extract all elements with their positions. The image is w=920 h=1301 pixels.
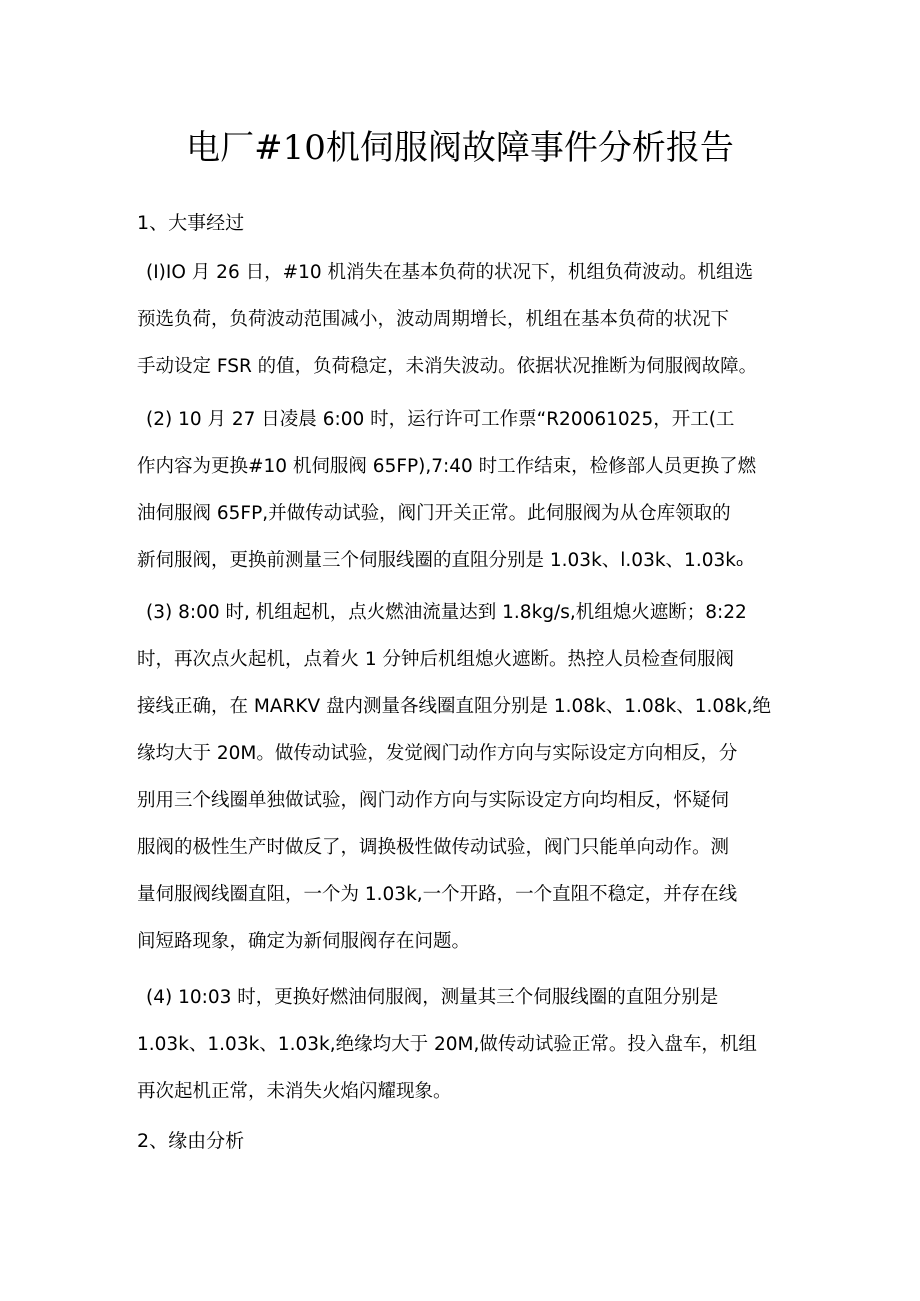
paragraph-line: 接线正确，在 MARKV 盘内测量各线圈直阻分别是 1.08k、1.08k、1.08k,绝 [137,696,771,717]
paragraph-4 [137,974,792,1115]
paragraph-line: 缘均大于 20M。做传动试验，发觉阀门动作方向与实际设定方向相反，分 [137,743,738,764]
paragraph-2 [137,396,792,584]
paragraph-line: 间短路现象，确定为新伺服阀存在问题。 [137,931,471,952]
paragraph-line: 服阀的极性生产时做反了，调换极性做传动试验，阀门只能单向动作。测 [137,837,730,858]
paragraph-3 [137,589,792,965]
section-heading-cause-analysis: 2、缘由分析 [137,1130,245,1152]
paragraph-line: 1.03k、1.03k、1.03k,绝缘均大于 20M,做传动试验正常。投入盘车，机组 [137,1034,757,1055]
paragraph-line: 时，再次点火起机，点着火 1 分钟后机组熄火遮断。热控人员检查伺服阀 [137,649,735,670]
section-heading-event-process: 1、大事经过 [137,212,245,234]
paragraph-line: (I)IO 月 26 日，#10 机消失在基本负荷的状况下，机组负荷波动。机组选 [146,262,754,283]
paragraph-line: 别用三个线圈单独做试验，阀门动作方向与实际设定方向均相反，怀疑伺 [137,790,730,811]
paragraph-line: 手动设定 FSR 的值，负荷稳定，未消失波动。依据状况推断为伺服阀故障。 [137,356,758,377]
paragraph-line: (2) 10 月 27 日凌晨 6:00 时，运行许可工作票“R20061025，开工(工 [146,409,735,430]
document-title: 电厂#10机伺服阀故障事件分析报告 [186,128,734,168]
paragraph-line: (3) 8:00 时, 机组起机，点火燃油流量达到 1.8kg∕s,机组熄火遮断；8:22 [146,602,747,623]
paragraph-line: (4) 10:03 时，更换好燃油伺服阀，测量其三个伺服线圈的直阻分别是 [146,987,719,1008]
paragraph-line: 再次起机正常，未消失火焰闪耀现象。 [137,1081,452,1102]
paragraph-line: 新伺服阀，更换前测量三个伺服线圈的直阻分别是 1.03k、l.03k、1.03kₒ [137,550,744,571]
paragraph-line: 作内容为更换#10 机伺服阀 65FP),7:40 时工作结束，检修部人员更换了燃 [137,456,757,477]
paragraph-line: 量伺服阀线圈直阻，一个为 1.03k,一个开路，一个直阻不稳定，并存在线 [137,884,738,905]
paragraph-line: 油伺服阀 65FP,并做传动试验，阀门开关正常。此伺服阀为从仓库领取的 [137,503,731,524]
paragraph-1 [137,249,792,390]
paragraph-line: 预选负荷，负荷波动范围减小，波动周期增长，机组在基本负荷的状况下 [137,309,730,330]
